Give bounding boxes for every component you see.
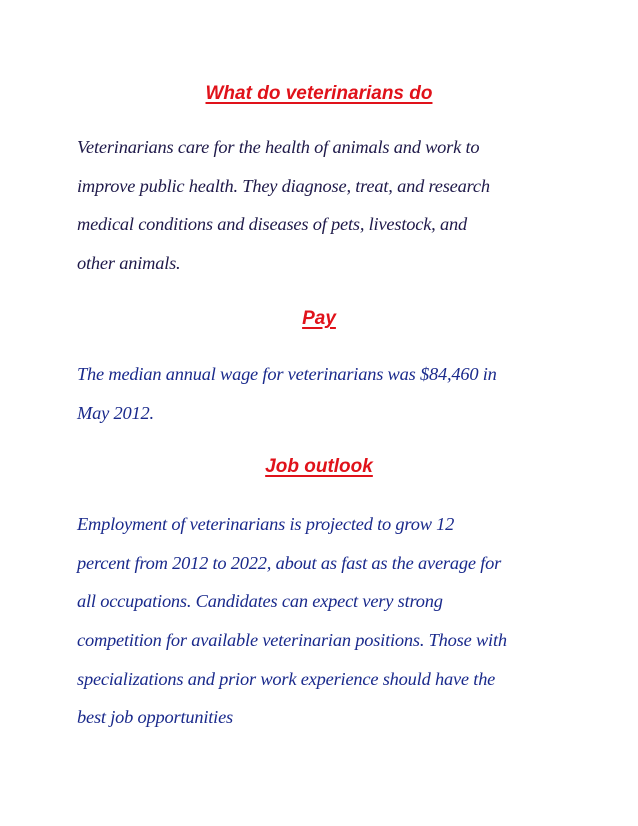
section-heading-what-vets-do: What do veterinarians do <box>205 83 433 104</box>
paragraph-line: best job opportunities <box>77 707 234 728</box>
paragraph-line: The median annual wage for veterinarians was $84,460 in <box>77 364 497 384</box>
paragraph-line: May 2012. <box>77 402 154 423</box>
paragraph-line: specializations and prior work experience should have the <box>77 668 496 689</box>
paragraph-line: medical conditions and diseases of pets, livestock, and <box>77 214 467 235</box>
paragraph-line: improve public health. They diagnose, treat, and research <box>77 175 490 196</box>
section-paragraph-pay <box>77 355 577 432</box>
paragraph-line: competition for available veterinarian positions. Those with <box>77 630 507 651</box>
paragraph-line: other animals. <box>77 253 181 274</box>
section-paragraph-what-vets-do <box>77 128 577 283</box>
paragraph-line: all occupations. Candidates can expect very strong <box>77 591 443 612</box>
section-heading-pay: Pay <box>302 308 336 329</box>
paragraph-line: Employment of veterinarians is projected to grow 12 <box>77 514 455 534</box>
section-paragraph-job-outlook <box>77 505 577 737</box>
paragraph-line: percent from 2012 to 2022, about as fast as the average for <box>77 552 502 573</box>
section-heading-job-outlook: Job outlook <box>265 456 373 477</box>
paragraph-line: Veterinarians care for the health of animals and work to <box>77 137 480 157</box>
